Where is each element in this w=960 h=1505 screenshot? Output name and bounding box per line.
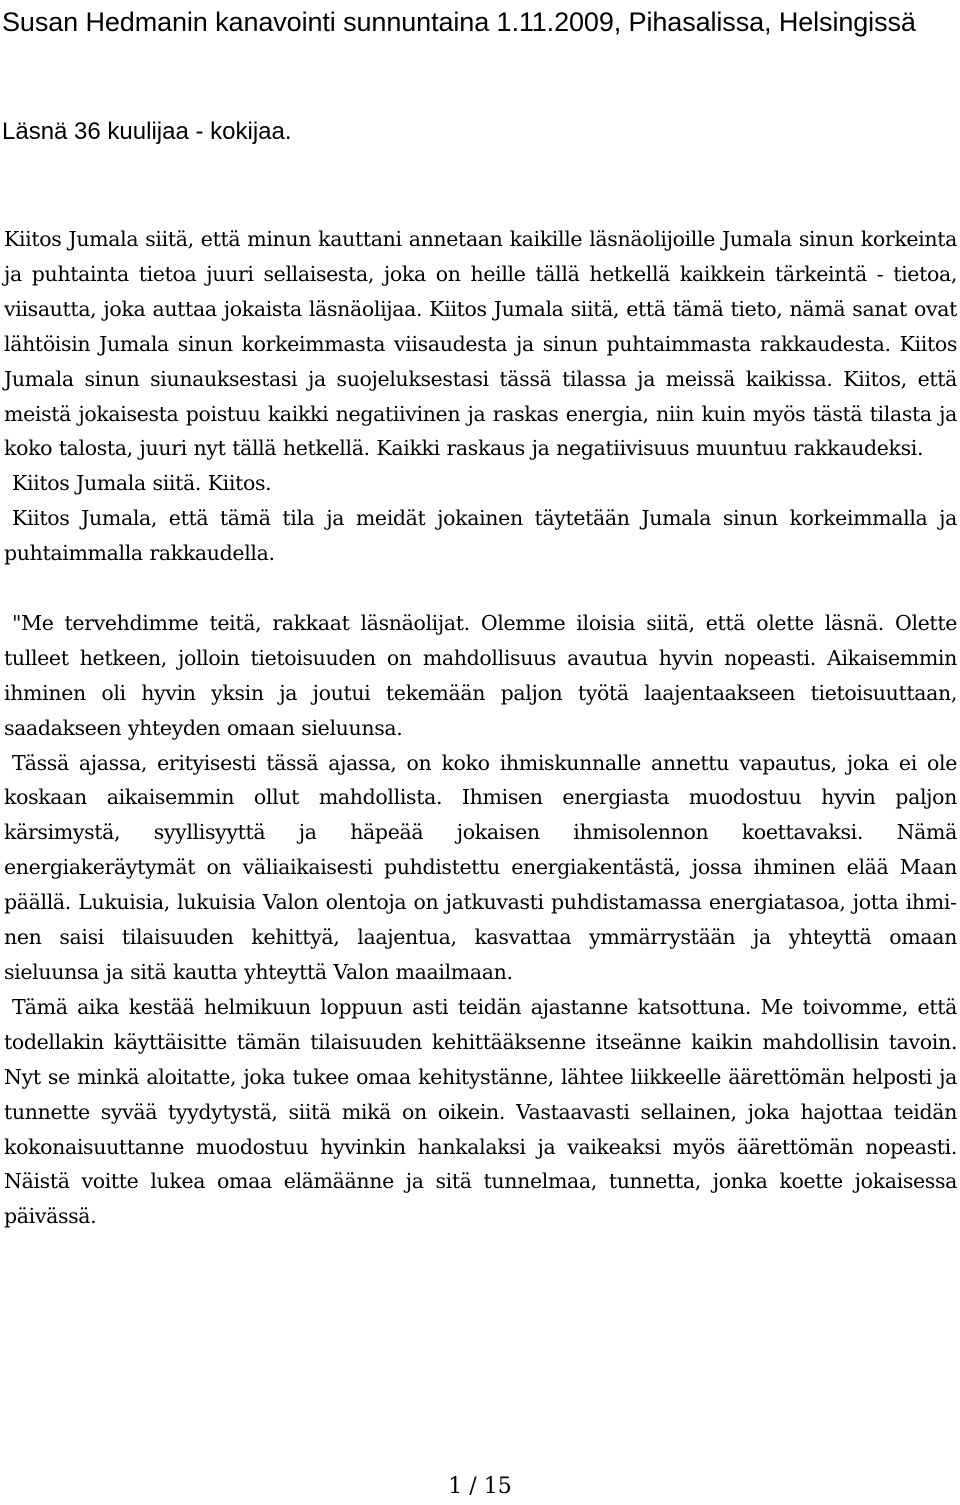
paragraph-greeting: "Me tervehdimme teitä, rakkaat läsnäolijat. Olemme iloisia siitä, että olette läsnä. Olette tulleet hetkeen, jolloin tietoisuuden on mahdollisuus avautua hyvin nopeasti. Aikaisemmin ihminen oli hyvin yksin ja joutui tekemään paljon työtä laajentaakseen tietoisuuttaan, saadakseen yhteyden omaan sieluunsa.	[4, 610, 957, 740]
paragraph-prayer: Kiitos Jumala siitä, että minun kauttani annetaan kaikille läsnäolijoille Jumala sinun korkeinta ja puhtainta tietoa juuri sellaisesta, joka on heille tällä hetkellä kaikkein tärkeintä - tietoa, viisautta, joka auttaa jokaista läsnäolijaa. Kiitos Jumala siitä, että tämä tieto, nämä sanat ovat lähtöisin Jumala sinun korkeimmasta viisaudesta ja sinun puhtaimmasta rakkaudesta. Kiitos Jumala sinun siunauksestasi ja suojeluksestasi tässä tilassa ja meissä kaikissa. Kiitos, että meistä jokaisesta poistuu kaikki negatiivinen ja raskas energia, niin kuin myös tästä tilasta ja koko talosta, juuri nyt tällä hetkellä. Kaikki raskaus ja negatiivisuus muuntuu rakkaudeksi.	[4, 227, 957, 461]
document-body	[4, 222, 957, 1234]
paragraph-love: Kiitos Jumala, että tämä tila ja meidät jokainen täytetään Jumala sinun korkeimmalla ja puhtaimmalla rakkaudella.	[4, 506, 957, 566]
paragraph-spacer	[4, 571, 957, 606]
paragraph-february: Tämä aika kestää helmikuun loppuun asti teidän ajastanne katsottuna. Me toivomme, että todellakin käyttäisitte tämän tilaisuuden kehittääksenne itseänne kaikin mahdollisin tavoin. Nyt se minkä aloitatte, joka tukee omaa kehitystänne, lähtee liikkeelle äärettömän helposti ja tunnette syvää tyydytystä, siitä mikä on oikein. Vastaavasti sellainen, joka hajottaa teidän kokonaisuuttanne muodostuu hyvinkin hankalaksi ja vaikeaksi myös äärettömän nopeasti. Näistä voitte lukea omaa elämäänne ja sitä tunnelmaa, tunnetta, jonka koette jokaisessa päivässä.	[4, 994, 957, 1229]
page-number: 1 / 15	[448, 1474, 512, 1499]
paragraph-thanks: Kiitos Jumala siitä. Kiitos.	[12, 471, 272, 496]
paragraph-this-time: Tässä ajassa, erityisesti tässä ajassa, on koko ihmiskunnalle annettu vapautus, joka ei ole koskaan aikaisemmin ollut mahdollista. Ihmisen energiasta muodostuu hyvin paljon kärsimystä, syyllisyyttä ja häpeää jokaisen ihmisolennon koettavaksi. Nämä energiakeräytymät on väliaikaisesti puhdistettu energiakentästä, jossa ihminen elää Maan päällä. Lukuisia, lukuisia Valon olentoja on jatkuvasti puhdistamassa energiatasoa, jotta ihminen saisi tilaisuuden kehittyä, laajentua, kasvattaa ymmärrystään ja yhteyttä omaan sieluunsa ja sitä kautta yhteyttä Valon maailmaan.	[4, 750, 957, 985]
attendance-note: Läsnä 36 kuulijaa - kokijaa.	[2, 118, 292, 145]
document-title: Susan Hedmanin kanavointi sunnuntaina 1.11.2009, Pihasalissa, Helsingissä	[2, 7, 916, 37]
